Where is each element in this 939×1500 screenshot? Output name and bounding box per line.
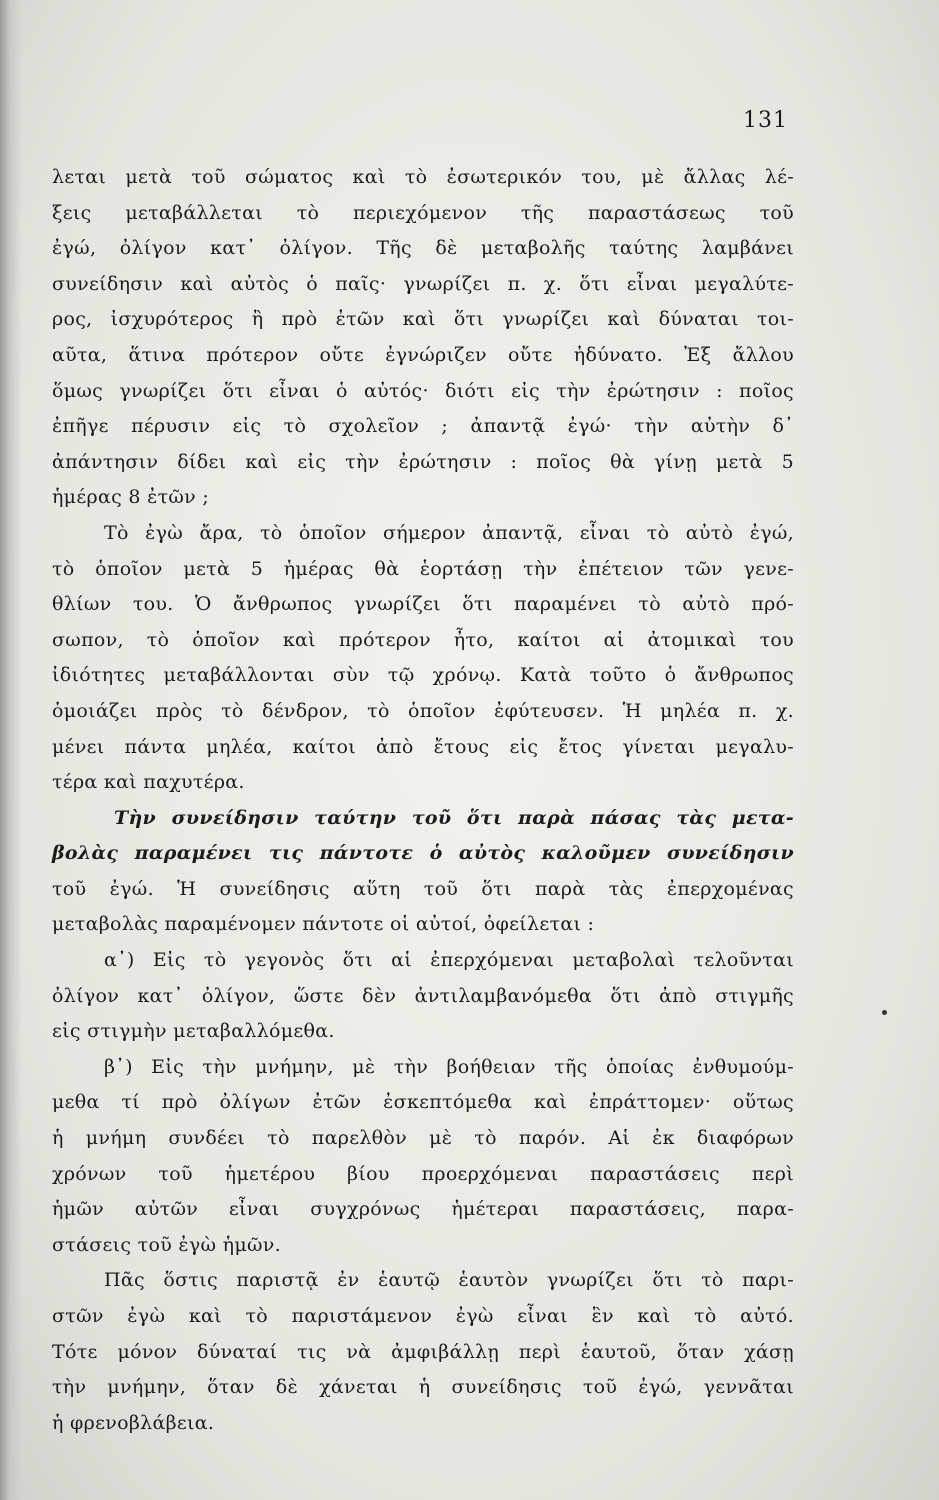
text-line: στῶν ἐγὼ καὶ τὸ παριστάμενον ἐγὼ εἶναι ἓν καὶ τὸ αὐτό. xyxy=(52,1305,794,1327)
ink-speck xyxy=(882,1010,887,1015)
text-line: α᾿) Εἰς τὸ γεγονὸς ὅτι αἱ ἐπερχόμεναι μεταβολαὶ τελοῦνται xyxy=(104,949,794,972)
text-line: ξεις μεταβάλλεται τὸ περιεχόμενον τῆς παραστάσεως τοῦ xyxy=(52,201,794,224)
text-line: ὅμως γνωρίζει ὅτι εἶναι ὁ αὐτός· διότι εἰς τὴν ἐρώτησιν : ποῖος xyxy=(52,379,794,402)
text-line: ὀλίγον κατ᾿ ὀλίγον, ὥστε δὲν ἀντιλαμβανόμεθα ὅτι ἀπὸ στιγμῆς xyxy=(52,984,794,1007)
text-line: μένει πάντα μηλέα, καίτοι ἀπὸ ἔτους εἰς ἔτος γίνεται μεγαλυ- xyxy=(52,735,794,758)
text-line: ἐγώ, ὀλίγον κατ᾿ ὀλίγον. Τῆς δὲ μεταβολῆς ταύτης λαμβάνει xyxy=(52,237,794,260)
text-line: Τότε μόνον δύναταί τις νὰ ἀμφιβάλλῃ περὶ ἑαυτοῦ, ὅταν χάσῃ xyxy=(52,1340,794,1363)
text-line: θλίων του. Ὁ ἄνθρωπος γνωρίζει ὅτι παραμένει τὸ αὐτὸ πρό- xyxy=(52,593,794,616)
text-line: Τὸ ἐγὼ ἄρα, τὸ ὁποῖον σήμερον ἀπαντᾷ, εἶναι τὸ αὐτὸ ἐγώ, xyxy=(104,521,794,544)
text-line: χρόνων τοῦ ἡμετέρου βίου προερχόμεναι παραστάσεις περὶ xyxy=(52,1162,794,1185)
text-line: λεται μετὰ τοῦ σώματος καὶ τὸ ἐσωτερικόν του, μὲ ἄλλας λέ- xyxy=(52,166,794,188)
text-line: τοῦ ἐγώ. Ἡ συνείδησις αὕτη τοῦ ὅτι παρὰ τὰς ἐπερχομένας xyxy=(52,877,794,900)
text-line: ἡμέρας 8 ἐτῶν ; xyxy=(52,486,210,509)
page-number: 131 xyxy=(743,108,788,133)
text-line: ἡ μνήμη συνδέει τὸ παρελθὸν μὲ τὸ παρόν. Αἱ ἐκ διαφόρων xyxy=(52,1127,794,1150)
text-line: τὴν μνήμην, ὅταν δὲ χάνεται ἡ συνείδησις τοῦ ἐγώ, γεννᾶται xyxy=(52,1376,794,1399)
text-line: ρος, ἰσχυρότερος ἢ πρὸ ἐτῶν καὶ ὅτι γνωρίζει καὶ δύναται τοι- xyxy=(52,308,794,331)
text-line: τὸ ὁποῖον μετὰ 5 ἡμέρας θὰ ἑορτάσῃ τὴν ἐπέτειον τῶν γενε- xyxy=(52,557,794,580)
text-line: εἰς στιγμὴν μεταβαλλόμεθα. xyxy=(52,1020,335,1043)
text-line: ἀπάντησιν δίδει καὶ εἰς τὴν ἐρώτησιν : ποῖος θὰ γίνῃ μετὰ 5 xyxy=(52,450,794,473)
spine-shadow xyxy=(0,0,22,1500)
text-line: ὁμοιάζει πρὸς τὸ δένδρον, τὸ ὁποῖον ἐφύτευσεν. Ἡ μηλέα π. χ. xyxy=(52,699,794,722)
text-line: ἡ φρενοβλάβεια. xyxy=(52,1411,215,1434)
text-line: β᾿) Εἰς τὴν μνήμην, μὲ τὴν βοήθειαν τῆς ὁποίας ἐνθυμούμ- xyxy=(104,1055,794,1078)
text-line: μεθα τί πρὸ ὀλίγων ἐτῶν ἐσκεπτόμεθα καὶ ἐπράττομεν· οὕτως xyxy=(52,1091,794,1114)
text-line: μεταβολὰς παραμένομεν πάντοτε οἱ αὐτοί, ὀφείλεται : xyxy=(52,913,595,936)
body-text xyxy=(52,160,794,1441)
text-line: ἐπῆγε πέρυσιν εἰς τὸ σχολεῖον ; ἀπαντᾷ ἐγώ· τὴν αὐτὴν δ᾿ xyxy=(52,415,794,438)
text-line: αῦτα, ἅτινα πρότερον οὔτε ἐγνώριζεν οὔτε ἠδύνατο. Ἐξ ἄλλου xyxy=(52,343,794,366)
text-line: σωπον, τὸ ὁποῖον καὶ πρότερον ἦτο, καίτοι αἱ ἀτομικαὶ του xyxy=(52,628,794,651)
text-line: Πᾶς ὅστις παριστᾷ ἐν ἑαυτῷ ἑαυτὸν γνωρίζει ὅτι τὸ παρι- xyxy=(104,1269,794,1292)
text-line: συνείδησιν καὶ αὐτὸς ὁ παῖς· γνωρίζει π. χ. ὅτι εἶναι μεγαλύτε- xyxy=(52,272,794,295)
text-line: Τὴν συνείδησιν ταύτην τοῦ ὅτι παρὰ πάσας τὰς μετα- xyxy=(114,806,794,829)
text-line: ἰδιότητες μεταβάλλονται σὺν τῷ χρόνῳ. Κατὰ τοῦτο ὁ ἄνθρωπος xyxy=(52,664,794,687)
text-line: στάσεις τοῦ ἐγὼ ἡμῶν. xyxy=(52,1233,281,1256)
text-line: τέρα καὶ παχυτέρα. xyxy=(52,771,245,794)
text-line: βολὰς παραμένει τις πάντοτε ὁ αὐτὸς καλοῦμεν συνείδησιν xyxy=(52,842,794,865)
text-line: ἡμῶν αὐτῶν εἶναι συγχρόνως ἡμέτεραι παραστάσεις, παρα- xyxy=(52,1198,794,1221)
